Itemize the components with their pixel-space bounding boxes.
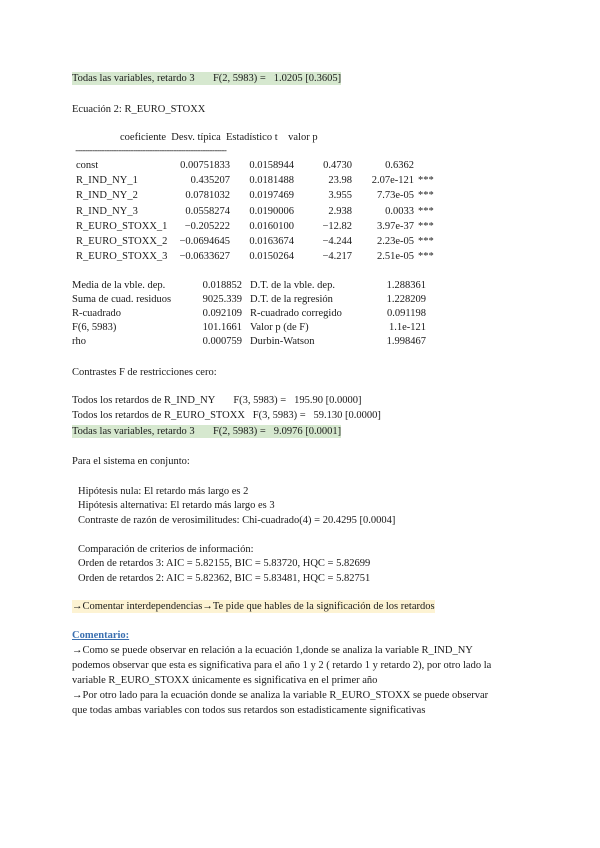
order-2-criteria: Orden de retardos 2: AIC = 5.82362, BIC = 5.83481, HQC = 5.82751 (78, 573, 371, 584)
stat-l2: Durbin-Watson (250, 336, 315, 347)
cell-t: −4.217 (322, 251, 352, 263)
cell-coef: 0.00751833 (180, 160, 230, 171)
cell-coef: −0.0633627 (179, 251, 230, 263)
stat-v2: 1.288361 (386, 280, 426, 291)
stat-l2: R-cuadrado corregido (250, 308, 342, 319)
stats-row (72, 307, 426, 321)
table-row (76, 249, 434, 264)
cell-t: 0.4730 (323, 160, 352, 171)
stat-v2: 1.1e-121 (388, 322, 426, 333)
cell-p: 0.0033 (385, 205, 414, 217)
comment-heading: Comentario: (72, 630, 130, 641)
cell-sig: *** (418, 190, 434, 202)
table-row (76, 219, 434, 234)
cell-t: 23.98 (328, 175, 352, 187)
cell-se: 0.0150264 (249, 251, 294, 263)
cell-se: 0.0197469 (249, 190, 294, 202)
cell-var: R_IND_NY_3 (76, 205, 138, 217)
table-row (76, 188, 434, 203)
stats-row (72, 293, 426, 307)
summary-stats (72, 279, 426, 349)
table-header: coeficiente Desv. típica Estadístico t valor p (120, 132, 318, 143)
coefficient-table (76, 158, 434, 264)
cell-p: 7.73e-05 (376, 190, 414, 202)
table-row (76, 234, 434, 249)
stat-v2: 0.091198 (387, 308, 426, 319)
cell-coef: 0.0558274 (185, 205, 230, 217)
cell-var: const (76, 160, 99, 171)
cell-sig: *** (418, 235, 434, 247)
stat-v1: 9025.339 (202, 294, 242, 305)
cell-t: 2.938 (328, 205, 352, 217)
cell-coef: 0.0781032 (185, 190, 230, 202)
table-row (76, 158, 434, 173)
equation-title: Ecuación 2: R_EURO_STOXX (72, 104, 206, 115)
ftest-all-lag3: Todas las variables, retardo 3 F(2, 5983) = 9.0976 [0.0001] (72, 426, 342, 437)
stats-row (72, 335, 426, 349)
cell-t: −4.244 (322, 235, 352, 247)
cell-se: 0.0181488 (249, 175, 294, 187)
comment-line-2: podemos observar que esta es significativa para el año 1 y 2 ( retardo 1 y retardo 2), por otro lado la (72, 660, 492, 671)
cell-t: 3.955 (328, 190, 352, 202)
cell-var: R_EURO_STOXX_1 (76, 220, 168, 232)
criteria-title: Comparación de criterios de información: (78, 544, 254, 555)
stat-v2: 1.228209 (386, 294, 426, 305)
table-row (76, 173, 434, 188)
cell-se: 0.0163674 (249, 235, 294, 247)
comment-line-4: →Por otro lado para la ecuación donde se analiza la variable R_EURO_STOXX se puede observar (72, 690, 489, 701)
stat-l2: D.T. de la regresión (250, 294, 333, 305)
cell-se: 0.0190006 (249, 205, 294, 217)
ftest-euro-stoxx: Todos los retardos de R_EURO_STOXX F(3, 5983) = 59.130 [0.0000] (72, 410, 381, 421)
stats-row (72, 279, 426, 293)
cell-var: R_EURO_STOXX_2 (76, 235, 168, 247)
cell-se: 0.0160100 (249, 220, 294, 232)
comment-line-3: variable R_EURO_STOXX únicamente es significativa en el primer año (72, 675, 378, 686)
comment-line-5: que todas ambas variables con todos sus retardos son estadisticamente significativas (72, 705, 426, 716)
cell-var: R_IND_NY_1 (76, 175, 138, 187)
cell-sig: *** (418, 205, 434, 217)
cell-p: 2.07e-121 (371, 175, 414, 187)
alt-hypothesis: Hipótesis alternativa: El retardo más largo es 3 (78, 500, 275, 511)
table-separator: --------------------------------------------------------------- (72, 145, 227, 155)
cell-sig: *** (418, 220, 434, 232)
cell-sig: *** (418, 175, 434, 187)
instruction-note: →Comentar interdependencias→Te pide que hables de la significación de los retardos (72, 601, 435, 612)
stat-l2: D.T. de la vble. dep. (250, 280, 335, 291)
cell-se: 0.0158944 (249, 160, 294, 171)
top-f-test: Todas las variables, retardo 3 F(2, 5983) = 1.0205 [0.3605] (72, 73, 342, 84)
cell-p: 2.51e-05 (376, 251, 414, 263)
cell-t: −12.82 (322, 220, 352, 232)
stat-v1: 101.1661 (202, 322, 242, 333)
stat-l1: rho (72, 336, 86, 347)
stat-l1: R-cuadrado (72, 308, 121, 319)
cell-p: 2.23e-05 (376, 235, 414, 247)
stat-v2: 1.998467 (386, 336, 426, 347)
stat-v1: 0.092109 (202, 308, 242, 319)
cell-p: 3.97e-37 (376, 220, 414, 232)
stat-l1: Suma de cuad. residuos (72, 294, 172, 305)
ftests-title: Contrastes F de restricciones cero: (72, 367, 217, 378)
stat-l1: F(6, 5983) (72, 322, 117, 333)
stat-l2: Valor p (de F) (250, 322, 309, 333)
null-hypothesis: Hipótesis nula: El retardo más largo es 2 (78, 486, 249, 497)
ftest-ind-ny: Todos los retardos de R_IND_NY F(3, 5983) = 195.90 [0.0000] (72, 395, 362, 406)
stat-v1: 0.000759 (202, 336, 242, 347)
system-title: Para el sistema en conjunto: (72, 456, 190, 467)
stats-row (72, 321, 426, 335)
cell-coef: −0.0694645 (179, 235, 230, 247)
cell-p: 0.6362 (385, 160, 414, 171)
comment-line-1: →Como se puede observar en relación a la ecuación 1,donde se analiza la variable R_IND_NY (72, 645, 473, 656)
order-3-criteria: Orden de retardos 3: AIC = 5.82155, BIC = 5.83720, HQC = 5.82699 (78, 558, 371, 569)
cell-var: R_IND_NY_2 (76, 190, 138, 202)
stat-v1: 0.018852 (202, 280, 242, 291)
table-row (76, 204, 434, 219)
stat-l1: Media de la vble. dep. (72, 280, 166, 291)
cell-coef: −0.205222 (184, 220, 230, 232)
cell-coef: 0.435207 (190, 175, 230, 187)
cell-var: R_EURO_STOXX_3 (76, 251, 168, 263)
cell-sig: *** (418, 251, 434, 263)
lr-test: Contraste de razón de verosimilitudes: Chi-cuadrado(4) = 20.4295 [0.0004] (78, 515, 396, 526)
